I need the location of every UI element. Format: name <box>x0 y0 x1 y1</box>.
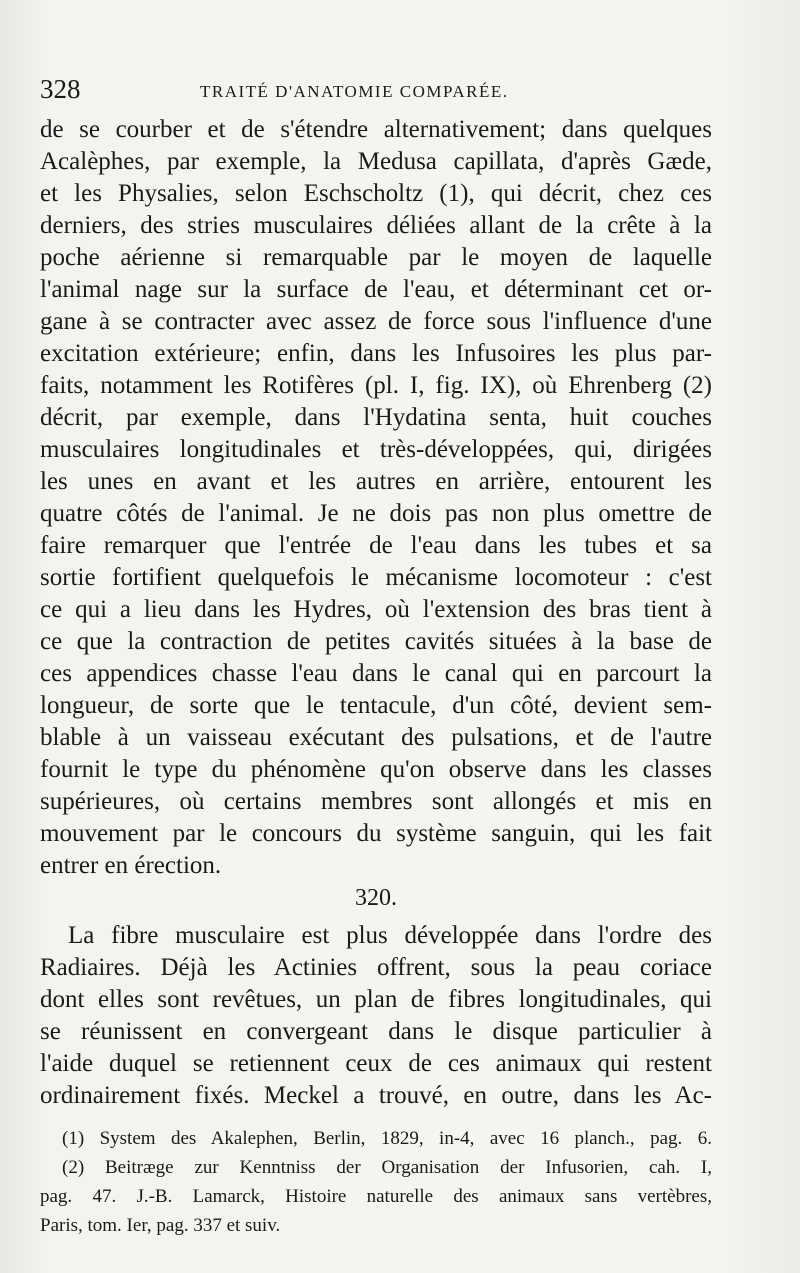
text-line: La fibre musculaire est plus développée dans l'ordre des <box>68 922 712 949</box>
text-line: dont elles sont revêtues, un plan de fibres longitudinales, qui <box>40 986 712 1013</box>
text-line: gane à se contracter avec assez de force sous l'influence d'une <box>40 308 712 335</box>
text-line: entrer en érection. <box>40 852 222 879</box>
text-line: excitation extérieure; enfin, dans les Infusoires les plus par- <box>40 340 712 367</box>
page-header <box>40 74 710 108</box>
text-line: et les Physalies, selon Eschscholtz (1), qui décrit, chez ces <box>40 180 712 207</box>
text-line: blable à un vaisseau exécutant des pulsations, et de l'autre <box>40 724 712 751</box>
text-line: musculaires longitudinales et très-développées, qui, dirigées <box>40 436 712 463</box>
text-line: supérieures, où certains membres sont allongés et mis en <box>40 788 712 815</box>
text-line: fournit le type du phénomène qu'on observe dans les classes <box>40 756 712 783</box>
text-line: mouvement par le concours du système sanguin, qui les fait <box>40 820 712 847</box>
text-line: ce qui a lieu dans les Hydres, où l'extension des bras tient à <box>40 596 712 623</box>
text-line: Radiaires. Déjà les Actinies offrent, sous la peau coriace <box>40 954 712 981</box>
text-line: de se courber et de s'étendre alternativement; dans quelques <box>40 116 712 143</box>
footnotes <box>40 1124 712 1240</box>
text-line: ces appendices chasse l'eau dans le canal qui en parcourt la <box>40 660 712 687</box>
text-line: l'animal nage sur la surface de l'eau, et déterminant cet or- <box>40 276 712 303</box>
paragraph-2 <box>40 920 712 1112</box>
text-line: derniers, des stries musculaires déliées allant de la crête à la <box>40 212 712 239</box>
text-line: faire remarquer que l'entrée de l'eau dans les tubes et sa <box>40 532 712 559</box>
text-line: ordinairement fixés. Meckel a trouvé, en outre, dans les Ac- <box>40 1082 712 1109</box>
footnote-line: Paris, tom. Ier, pag. 337 et suiv. <box>40 1215 281 1236</box>
text-line: faits, notamment les Rotifères (pl. I, fig. IX), où Ehrenberg (2) <box>40 372 712 399</box>
text-line: l'aide duquel se retiennent ceux de ces animaux qui restent <box>40 1050 712 1077</box>
footnote-line: (1) System des Akalephen, Berlin, 1829, in-4, avec 16 planch., pag. 6. <box>62 1128 712 1149</box>
text-line: Acalèphes, par exemple, la Medusa capillata, d'après Gæde, <box>40 148 712 175</box>
text-line: se réunissent en convergeant dans le disque particulier à <box>40 1018 712 1045</box>
footnote-line: pag. 47. J.-B. Lamarck, Histoire naturelle des animaux sans vertèbres, <box>40 1186 712 1207</box>
text-line: quatre côtés de l'animal. Je ne dois pas non plus omettre de <box>40 500 712 527</box>
footnote-line: (2) Beitræge zur Kenntniss der Organisation der Infusorien, cah. I, <box>62 1157 712 1178</box>
text-line: sortie fortifient quelquefois le mécanisme locomoteur : c'est <box>40 564 712 591</box>
text-line: ce que la contraction de petites cavités situées à la base de <box>40 628 712 655</box>
text-line: longueur, de sorte que le tentacule, d'un côté, devient sem- <box>40 692 712 719</box>
text-line: les unes en avant et les autres en arrière, entourent les <box>40 468 712 495</box>
text-line: décrit, par exemple, dans l'Hydatina senta, huit couches <box>40 404 712 431</box>
paragraph-1 <box>40 114 712 882</box>
running-title: TRAITÉ D'ANATOMIE COMPARÉE. <box>200 82 509 101</box>
section-number: 320. <box>355 885 397 911</box>
page-number: 328 <box>40 74 81 104</box>
text-line: poche aérienne si remarquable par le moyen de laquelle <box>40 244 712 271</box>
